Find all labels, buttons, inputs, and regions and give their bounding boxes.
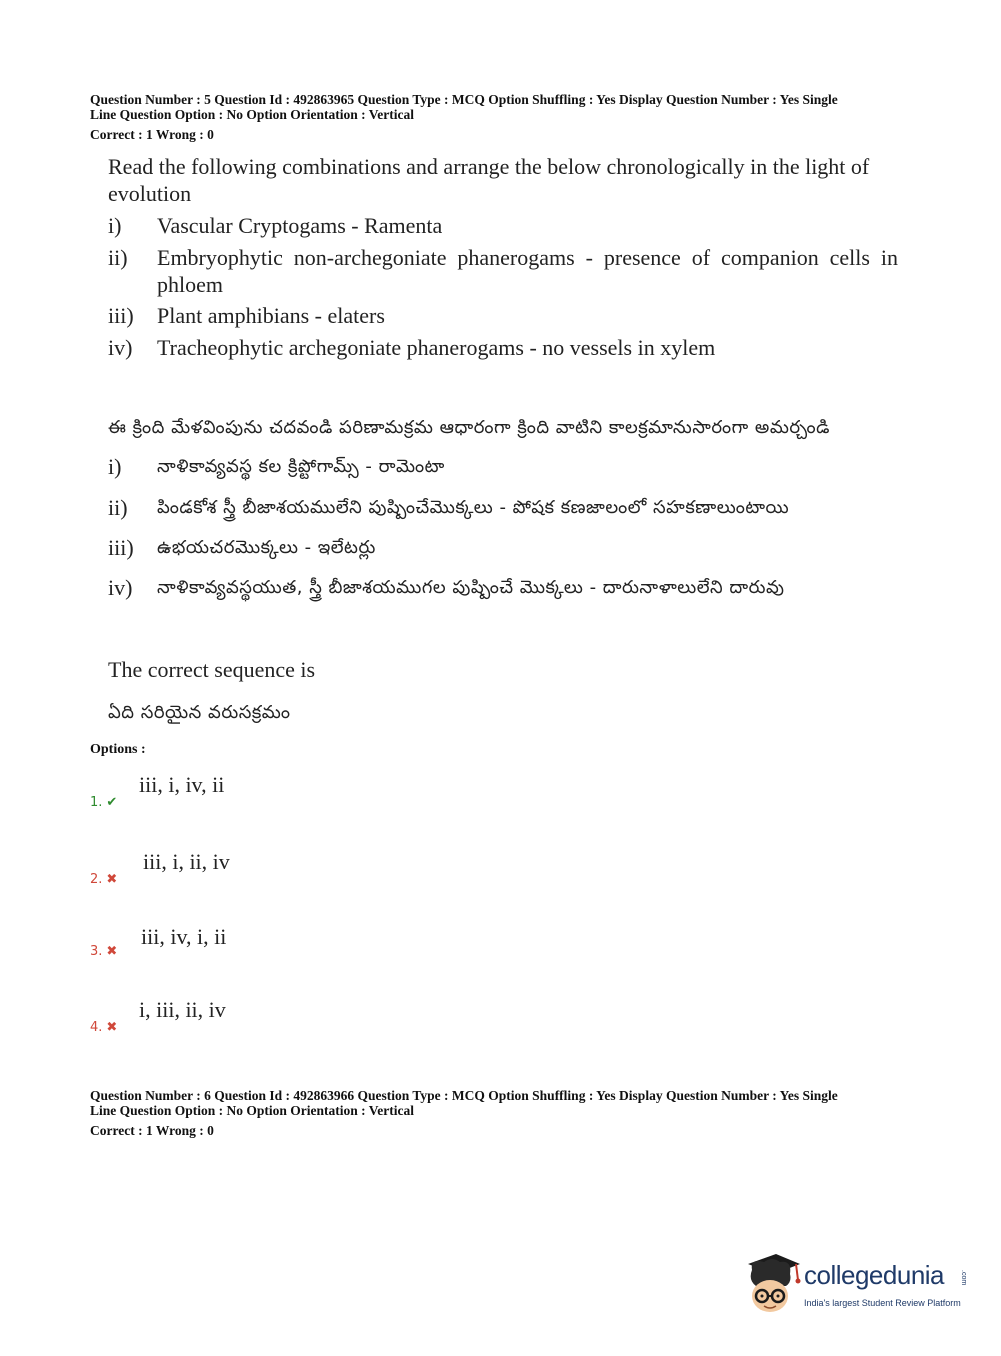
cross-icon: ✖ [106,872,118,887]
item-number: ii) [108,245,128,270]
option-number: 4. [90,1020,103,1035]
item-text: Vascular Cryptogams - Ramenta [157,213,443,238]
check-icon: ✔ [106,795,118,810]
item-number: i) [108,454,122,479]
item-number: iv) [108,575,133,600]
item-text: ఉభయచరమొక్కలు - ఇలేటర్లు [157,537,376,558]
q5-meta-line1: Question Number : 5 Question Id : 492863965 Question Type : MCQ Option Shuffling : Yes Display Question Number : Yes Single [90,92,838,107]
q5-sequence-te: ఏది సరియైన వరుసక్రమం [108,702,291,723]
options-label: Options : [90,742,146,757]
q6-correct-wrong: Correct : 1 Wrong : 0 [90,1123,214,1138]
logo-suffix: .com [960,1270,967,1286]
option-2-text[interactable]: iii, i, ii, iv [143,849,230,874]
q6-meta-line1: Question Number : 6 Question Id : 492863966 Question Type : MCQ Option Shuffling : Yes Display Question Number : Yes Single [90,1088,838,1103]
option-3-text[interactable]: iii, iv, i, ii [141,924,227,949]
option-number: 2. [90,872,103,887]
option-2-number [90,872,117,887]
q5-meta [90,92,920,142]
item-text: నాళికావ్యవస్థ కల క్రిప్టోగామ్స్ - రామెంటా [157,456,445,477]
item-text: Embryophytic non-archegoniate phanerogams - presence of companion cells in phloem [157,245,898,297]
item-number: ii) [108,495,128,520]
cross-icon: ✖ [106,944,118,959]
collegedunia-logo[interactable] [742,1250,972,1320]
item-number: iii) [108,535,134,560]
q5-meta-line2: Line Question Option : No Option Orientation : Vertical [90,107,415,122]
q6-meta-line2: Line Question Option : No Option Orientation : Vertical [90,1103,415,1118]
mascot-icon [742,1250,804,1320]
option-4-number [90,1020,117,1035]
q5-sequence-en: The correct sequence is [108,657,316,682]
option-number: 3. [90,944,103,959]
item-text: Tracheophytic archegoniate phanerogams - no vessels in xylem [157,335,716,360]
q5-correct-wrong: Correct : 1 Wrong : 0 [90,127,214,142]
option-1-number [90,795,117,810]
option-4-text[interactable]: i, iii, ii, iv [139,997,226,1022]
q6-meta [90,1088,920,1138]
item-number: iii) [108,303,134,328]
cross-icon: ✖ [106,1020,118,1035]
item-text: Plant amphibians - elaters [157,303,385,328]
item-number: iv) [108,335,133,360]
option-1-text[interactable]: iii, i, iv, ii [139,772,225,797]
logo-tagline: India's largest Student Review Platform [804,1298,961,1308]
option-number: 1. [90,795,103,810]
q5-question-te: ఈ క్రింది మేళవింపును చదవండి పరిణామక్రమ ఆధారంగా క్రింది వాటిని కాలక్రమానుసారంగా అమర్చండి [108,417,830,438]
item-text: నాళికావ్యవస్థయుత, స్త్రీ బీజాశయముగల పుష్పించే మొక్కలు - దారునాళాలులేని దారువు [157,577,785,598]
item-text: పిండకోశ స్త్రీ బీజాశయములేని పుష్పించేమొక్కలు - పోషక కణజాలంలో సహకణాలుంటాయి [157,497,790,518]
q5-question-en: Read the following combinations and arrange the below chronologically in the light of evolution [108,154,870,206]
logo-wordmark: collegedunia [804,1260,945,1290]
item-number: i) [108,213,122,238]
option-3-number [90,944,117,959]
